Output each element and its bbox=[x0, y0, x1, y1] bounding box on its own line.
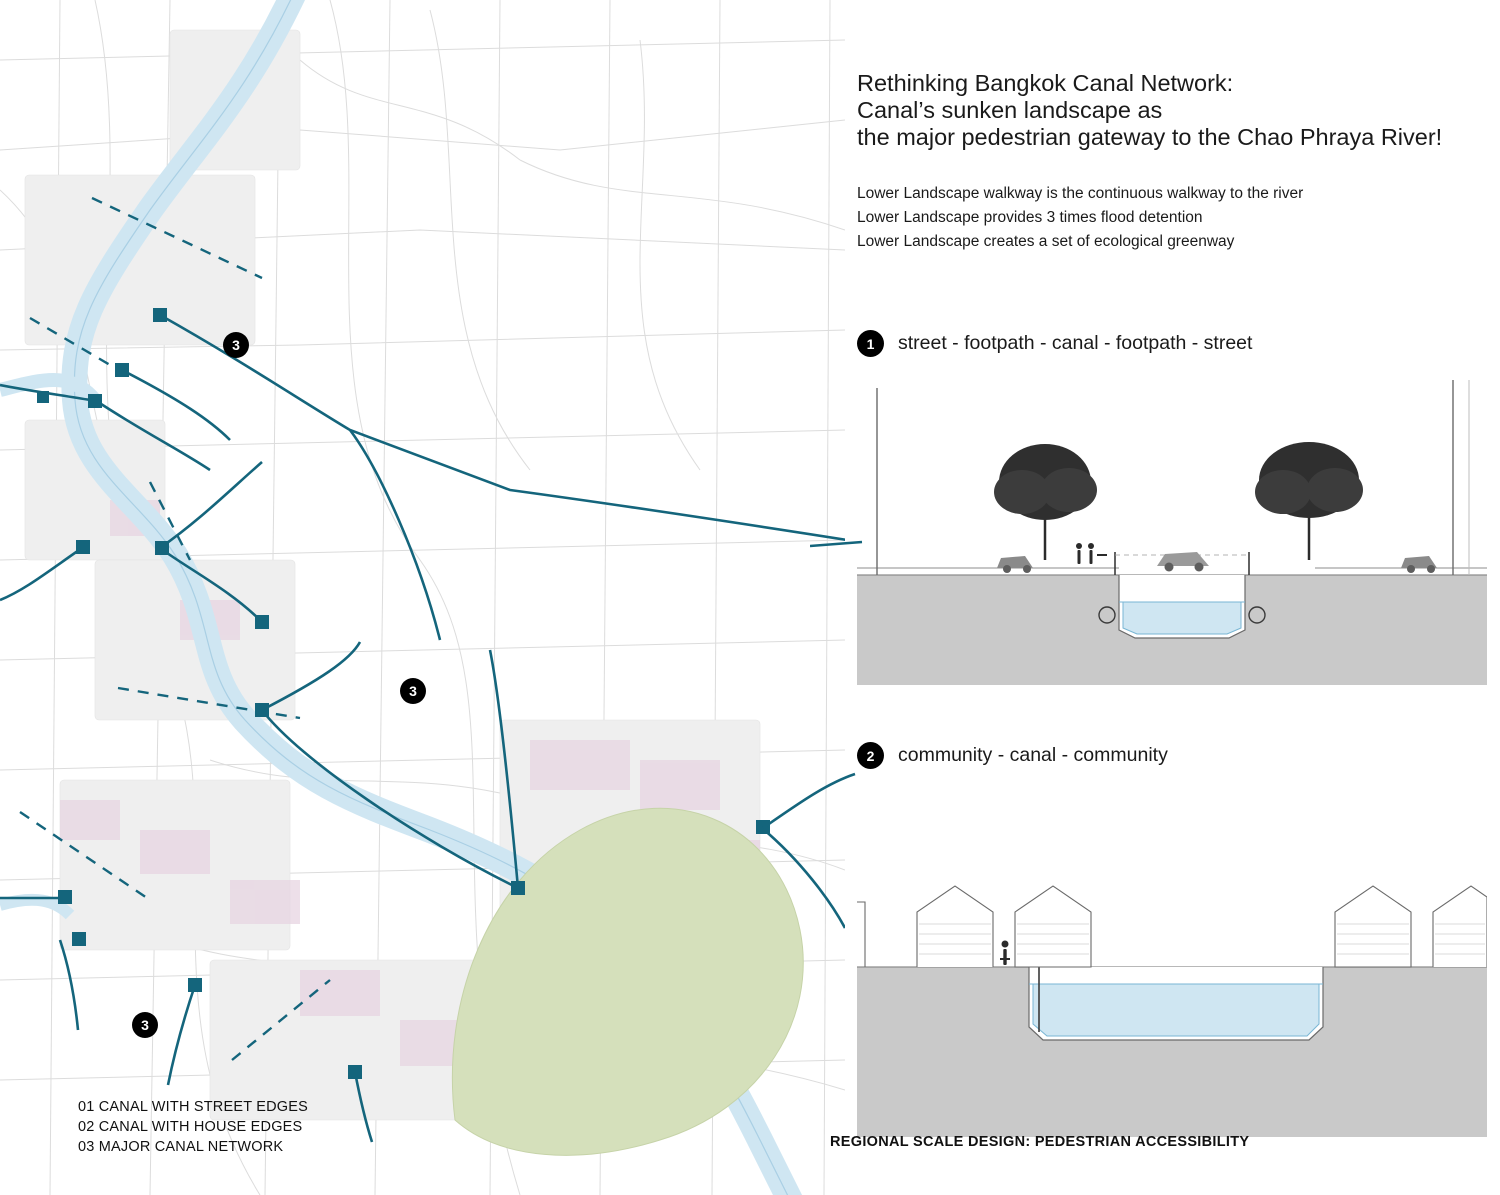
parked-car-left bbox=[997, 556, 1033, 573]
moving-car-center bbox=[1157, 552, 1209, 572]
section-2-bullet: 2 bbox=[857, 742, 884, 769]
pedestrian-figures bbox=[1076, 543, 1107, 564]
map-legend bbox=[78, 1097, 308, 1157]
legend-item-03: 03 MAJOR CANAL NETWORK bbox=[78, 1139, 284, 1155]
footer-caption: REGIONAL SCALE DESIGN: PEDESTRIAN ACCESSIBILITY bbox=[830, 1134, 1250, 1150]
subtitle-line-3: Lower Landscape creates a set of ecological greenway bbox=[857, 233, 1235, 250]
tree-right bbox=[1255, 442, 1363, 560]
legend-item-02: 02 CANAL WITH HOUSE EDGES bbox=[78, 1119, 303, 1135]
title-line-3: the major pedestrian gateway to the Chao Phraya River! bbox=[857, 124, 1443, 150]
title-line-2: Canal’s sunken landscape as bbox=[857, 97, 1163, 123]
section-2-header bbox=[857, 742, 1168, 769]
map-marker-3a: 3 bbox=[223, 332, 249, 358]
section-1-label: street - footpath - canal - footpath - street bbox=[898, 332, 1253, 354]
map-marker-3b: 3 bbox=[400, 678, 426, 704]
subtitle-block bbox=[857, 182, 1477, 254]
subtitle-line-1: Lower Landscape walkway is the continuous walkway to the river bbox=[857, 185, 1304, 202]
section-1-bullet: 1 bbox=[857, 330, 884, 357]
right-content-panel bbox=[830, 0, 1500, 1195]
legend-item-01: 01 CANAL WITH STREET EDGES bbox=[78, 1099, 308, 1115]
community-houses bbox=[857, 886, 1487, 967]
parked-car-right bbox=[1401, 556, 1437, 573]
title-line-1: Rethinking Bangkok Canal Network: bbox=[857, 70, 1234, 96]
section-1-figure bbox=[857, 370, 1487, 685]
street-canal-section-drawing bbox=[857, 370, 1487, 685]
tree-left bbox=[994, 444, 1097, 560]
community-canal-section-drawing bbox=[857, 872, 1487, 1162]
pedestrian-figure bbox=[1000, 941, 1010, 966]
section-2-figure bbox=[857, 872, 1487, 1162]
section-1-header bbox=[857, 330, 1252, 357]
section-2-label: community - canal - community bbox=[898, 744, 1168, 766]
map-marker-3c: 3 bbox=[132, 1012, 158, 1038]
page-title bbox=[857, 70, 1477, 151]
subtitle-line-2: Lower Landscape provides 3 times flood detention bbox=[857, 209, 1203, 226]
